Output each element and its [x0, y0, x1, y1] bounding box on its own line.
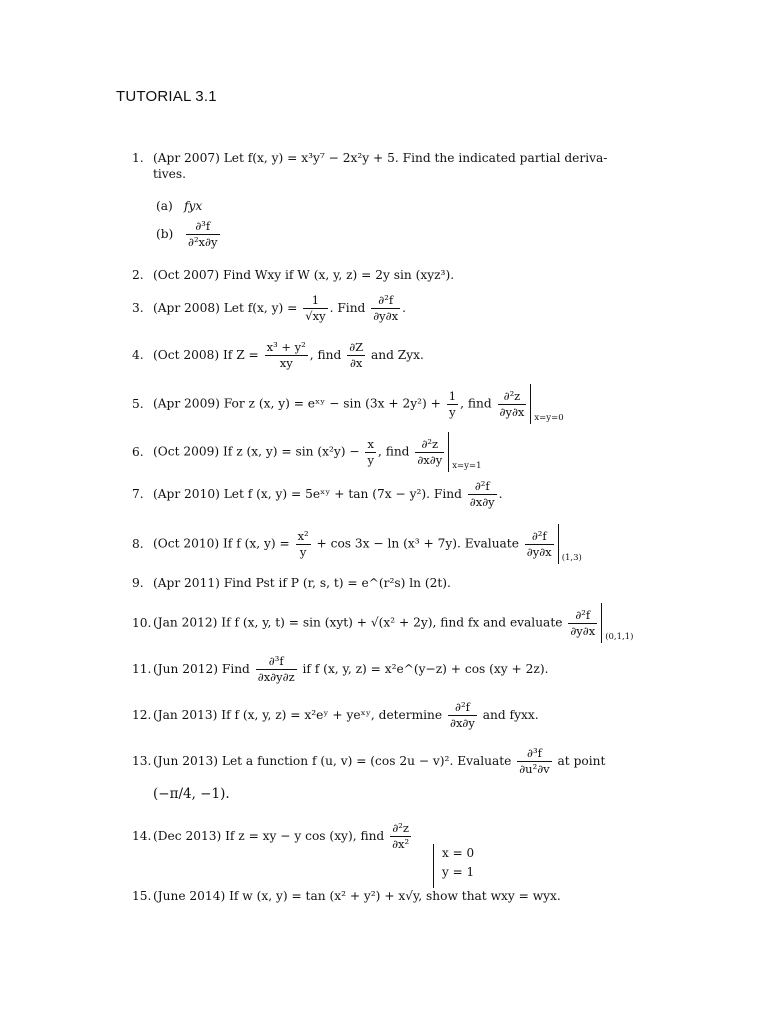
- fraction: $\frac{\text{x³ + y²}}{xy}$: [266, 340, 306, 370]
- problem-text: (Oct 2007) Find Wxy if W (x, y, z) = 2y sin (xyz³).: [153, 268, 455, 282]
- evaluation-bar: (1,3): [558, 524, 599, 564]
- fraction: $\frac{1}{y}$: [448, 388, 457, 419]
- problem-14: 14. (Dec 2013) If z = xy − y cos (xy), find $\frac{\text{∂²z}}{\text{∂x²}}$: [132, 821, 410, 851]
- fraction: $\frac{\text{∂³f}}{\text{∂u²∂v}}$: [519, 746, 550, 776]
- problem-1: [132, 150, 652, 182]
- problem-12: 12. (Jan 2013) If f (x, y, z) = x²eʸ + yeˣʸ, determine $\frac{\text{∂²f}}{\partial x\partial y}$ and fyxx.: [132, 700, 539, 730]
- problem-7: 7. (Apr 2010) Let f (x, y) = 5eˣʸ + tan (7x − y²). Find $\frac{\text{∂²f}}{\partial x\partial y}$ .: [132, 479, 503, 509]
- problem-continuation: (−π/4, −1).: [153, 786, 230, 802]
- fraction: $\frac{\text{∂²f}}{\partial y\partial x}$: [570, 607, 596, 638]
- fraction: $\frac{\text{∂³f}}{\partial x\partial y\partial z}$: [257, 654, 295, 684]
- fraction: $\frac{\text{∂²f}}{\partial x\partial y}$: [450, 700, 475, 730]
- fraction: $\frac{\partial Z}{\partial x}$: [349, 340, 364, 370]
- evaluation-bar: x=y=0: [530, 384, 595, 424]
- problem-13: 13. (Jun 2013) Let a function f (u, v) = (cos 2u − v)². Evaluate $\frac{\text{∂³f}}{\text{∂u²∂v}}$ at point (−π/4, −1).: [132, 747, 652, 802]
- sub-item-b: [156, 220, 222, 249]
- fraction: $\frac{\text{∂²z}}{\text{∂x²}}$: [392, 821, 410, 851]
- evaluation-bar: (0,1,1): [601, 603, 642, 643]
- sub-item-label: (a): [156, 199, 173, 213]
- fraction: $\frac{1}{√xy}$: [305, 293, 326, 323]
- fraction: $\frac{\text{∂²f}}{\partial x\partial y}$: [469, 479, 495, 509]
- problem-text: (Apr 2011) Find Pst if P (r, s, t) = e^(r²s) ln (2t).: [153, 576, 451, 590]
- problem-9: 9. (Apr 2011) Find Pst if P (r, s, t) = e^(r²s) ln (2t).: [132, 576, 451, 590]
- problem-number: 1.: [132, 151, 144, 165]
- sub-item-text: fyx: [184, 199, 203, 213]
- problem-5: 5. (Apr 2009) For z (x, y) = eˣʸ − sin (3x + 2y²) + $\frac{1}{y}$ , find $\frac{\text{∂²z}}{\partial y\partial x}$ x=y=0: [132, 384, 652, 424]
- problem-6: 6. (Oct 2009) If z (x, y) = sin (x²y) − $\frac{x}{y}$ , find $\frac{\text{∂²z}}{\partial x\partial y}$ x=y=1: [132, 432, 652, 472]
- problem-8: 8. (Oct 2010) If f (x, y) = $\frac{\text{x²}}{y}$ + cos 3x − ln (x³ + 7y). Evaluate $\frac{\text{∂²f}}{\partial y\partial x}$ (1,3): [132, 524, 652, 564]
- fraction: $\frac{\text{∂²z}}{\partial x\partial y}$: [417, 436, 443, 467]
- problem-4: 4. (Oct 2008) If Z = $\frac{\text{x³ + y²}}{xy}$ , find $\frac{\partial Z}{\partial x}$ and Zyx.: [132, 340, 424, 370]
- evaluation-bar: x=y=1: [448, 432, 513, 472]
- problem-3: 3. (Apr 2008) Let f(x, y) = $\frac{1}{√xy}$ . Find $\frac{\text{∂²f}}{\partial y\partial x}$ .: [132, 293, 406, 323]
- evaluation-conditions: x = 0 y = 1: [433, 844, 474, 888]
- page-title: TUTORIAL 3.1: [116, 88, 217, 105]
- fraction: $\frac{\text{∂²f}}{\partial y\partial x}$: [373, 293, 399, 323]
- fraction: $\frac{\text{∂²f}}{\partial y\partial x}$: [526, 528, 552, 559]
- problem-text: (Apr 2007) Let f(x, y) = x³y⁷ − 2x²y + 5. Find the indicated partial deriva-: [153, 151, 608, 165]
- problem-2: 2. (Oct 2007) Find Wxy if W (x, y, z) = 2y sin (xyz³).: [132, 268, 455, 282]
- fraction: $\frac{x}{y}$: [367, 436, 374, 467]
- problem-10: 10. (Jan 2012) If f (x, y, t) = sin (xyt) + √(x² + 2y), find fx and evaluate $\frac{\text{∂²f}}{\partial y\partial x}$ (0,1,1): [132, 603, 652, 643]
- problem-continuation: tives.: [153, 167, 187, 181]
- fraction: $\frac{\text{x²}}{y}$: [297, 528, 309, 559]
- fraction: $\frac{\text{∂²z}}{\partial y\partial x}$: [499, 388, 525, 419]
- problem-text: (June 2014) If w (x, y) = tan (x² + y²) + x√y, show that wxy = wyx.: [153, 889, 561, 903]
- problem-11: 11. (Jun 2012) Find $\frac{\text{∂³f}}{\partial x\partial y\partial z}$ if f (x, y, z) = x²e^(y−z) + cos (xy + 2z).: [132, 654, 549, 684]
- fraction: $\frac{\text{∂³f}}{\text{∂²x∂y}}$: [188, 219, 218, 249]
- sub-item-label: (b): [156, 227, 174, 241]
- sub-item-a: [156, 199, 202, 213]
- problem-15: 15. (June 2014) If w (x, y) = tan (x² + y²) + x√y, show that wxy = wyx.: [132, 889, 561, 903]
